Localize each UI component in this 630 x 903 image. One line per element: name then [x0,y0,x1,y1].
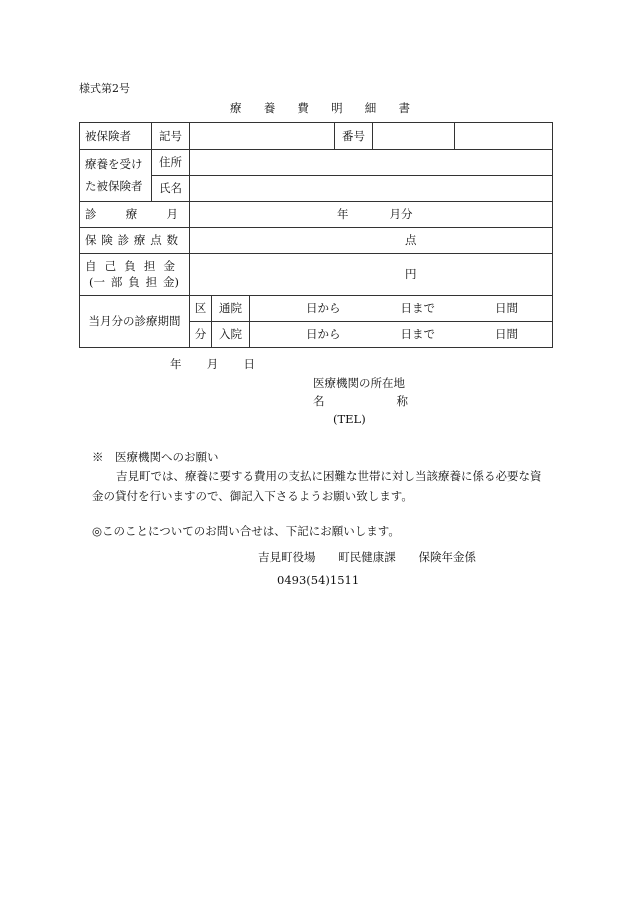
self-pay-label-cell [80,254,190,296]
points-row [80,228,553,254]
kigo-field[interactable] [190,123,335,150]
recipient-label-line1: 療養を受け [85,157,143,172]
insured-label-cell [80,123,152,150]
points-field[interactable] [190,228,553,254]
outpatient-row [80,296,553,322]
title-char: 書 [398,101,410,115]
period-label: 当月分の診療期間 [80,296,190,348]
treatment-month-row [80,202,553,228]
date-day: 日 [243,357,255,371]
inpatient-days: 日間 [495,327,518,342]
self-pay-label-line2: (一 部 負 担 金) [89,275,179,289]
date-year: 年 [170,357,182,371]
inpatient-from: 日から [306,327,341,342]
address-field[interactable] [190,150,553,176]
outpatient-period-field[interactable] [250,296,553,322]
outpatient-until: 日まで [400,301,435,316]
points-label: 保 険 診 療 点 数 [85,233,178,248]
bango-label: 番号 [335,123,373,149]
title-char: 養 [263,101,276,115]
notice-heading: ※ 医療機関へのお願い [92,450,219,464]
kigo-label: 記号 [152,123,190,150]
self-pay-field[interactable] [190,254,553,296]
date-month: 月 [206,357,219,371]
title-char: 細 [364,101,377,115]
institution-name-char: 名 [313,394,325,408]
bango-cell [335,123,455,150]
expense-detail-table [79,122,553,348]
contact-office [258,549,476,565]
contact-intro: ◎このことについてのお問い合せは、下記にお願いします。 [92,524,400,538]
section-name: 保険年金係 [418,550,476,564]
outpatient-label: 通院 [212,296,250,322]
date-line [170,356,255,372]
form-number: 様式第2号 [79,82,130,95]
institution-name-label [313,393,408,409]
insured-label-text: 被保険者 [85,128,131,143]
insured-label [80,130,151,143]
points-unit: 点 [405,233,417,248]
insured-row [80,123,553,150]
inpatient-period-field[interactable] [250,322,553,348]
treatment-month-field[interactable] [190,202,553,228]
kubun-bottom: 分 [190,322,212,348]
title-char: 明 [331,101,343,115]
inpatient-label: 入院 [212,322,250,348]
document-title [230,100,410,116]
address-label: 住所 [152,150,190,176]
year-unit: 年 [337,207,349,222]
inpatient-until: 日まで [400,327,435,342]
institution-tel-label: (TEL) [333,412,366,426]
bango-field[interactable] [455,123,553,150]
kubun-top: 区 [190,296,212,322]
month-unit: 月分 [389,207,413,222]
outpatient-from: 日から [306,301,341,316]
recipient-label-line2: た被保険者 [85,179,143,193]
office-name: 吉見町役場 [258,550,316,564]
name-field[interactable] [190,176,553,202]
self-pay-label-line1: 自 己 負 担 金 [85,259,175,274]
points-label-cell [80,228,190,254]
name-label: 氏名 [152,176,190,202]
treatment-month-label: 診 療 月 [85,207,178,222]
self-pay-row [80,254,553,296]
division-name: 町民健康課 [338,550,396,564]
title-char: 費 [297,101,309,115]
notice-body: 吉見町では、療養に要する費用の支払に困難な世帯に対し当該療養に係る必要な資金の貸付を行いますので、御記入下さるようお願い致します。 [92,469,542,503]
recipient-label [80,150,152,202]
institution-address-label: 医療機関の所在地 [313,376,405,390]
institution-name-char: 称 [396,394,408,408]
outpatient-days: 日間 [495,301,518,316]
title-char: 療 [230,101,242,115]
treatment-month-label-cell [80,202,190,228]
contact-phone: 0493(54)1511 [277,573,360,587]
yen-unit: 円 [405,267,417,282]
address-row [80,150,553,176]
